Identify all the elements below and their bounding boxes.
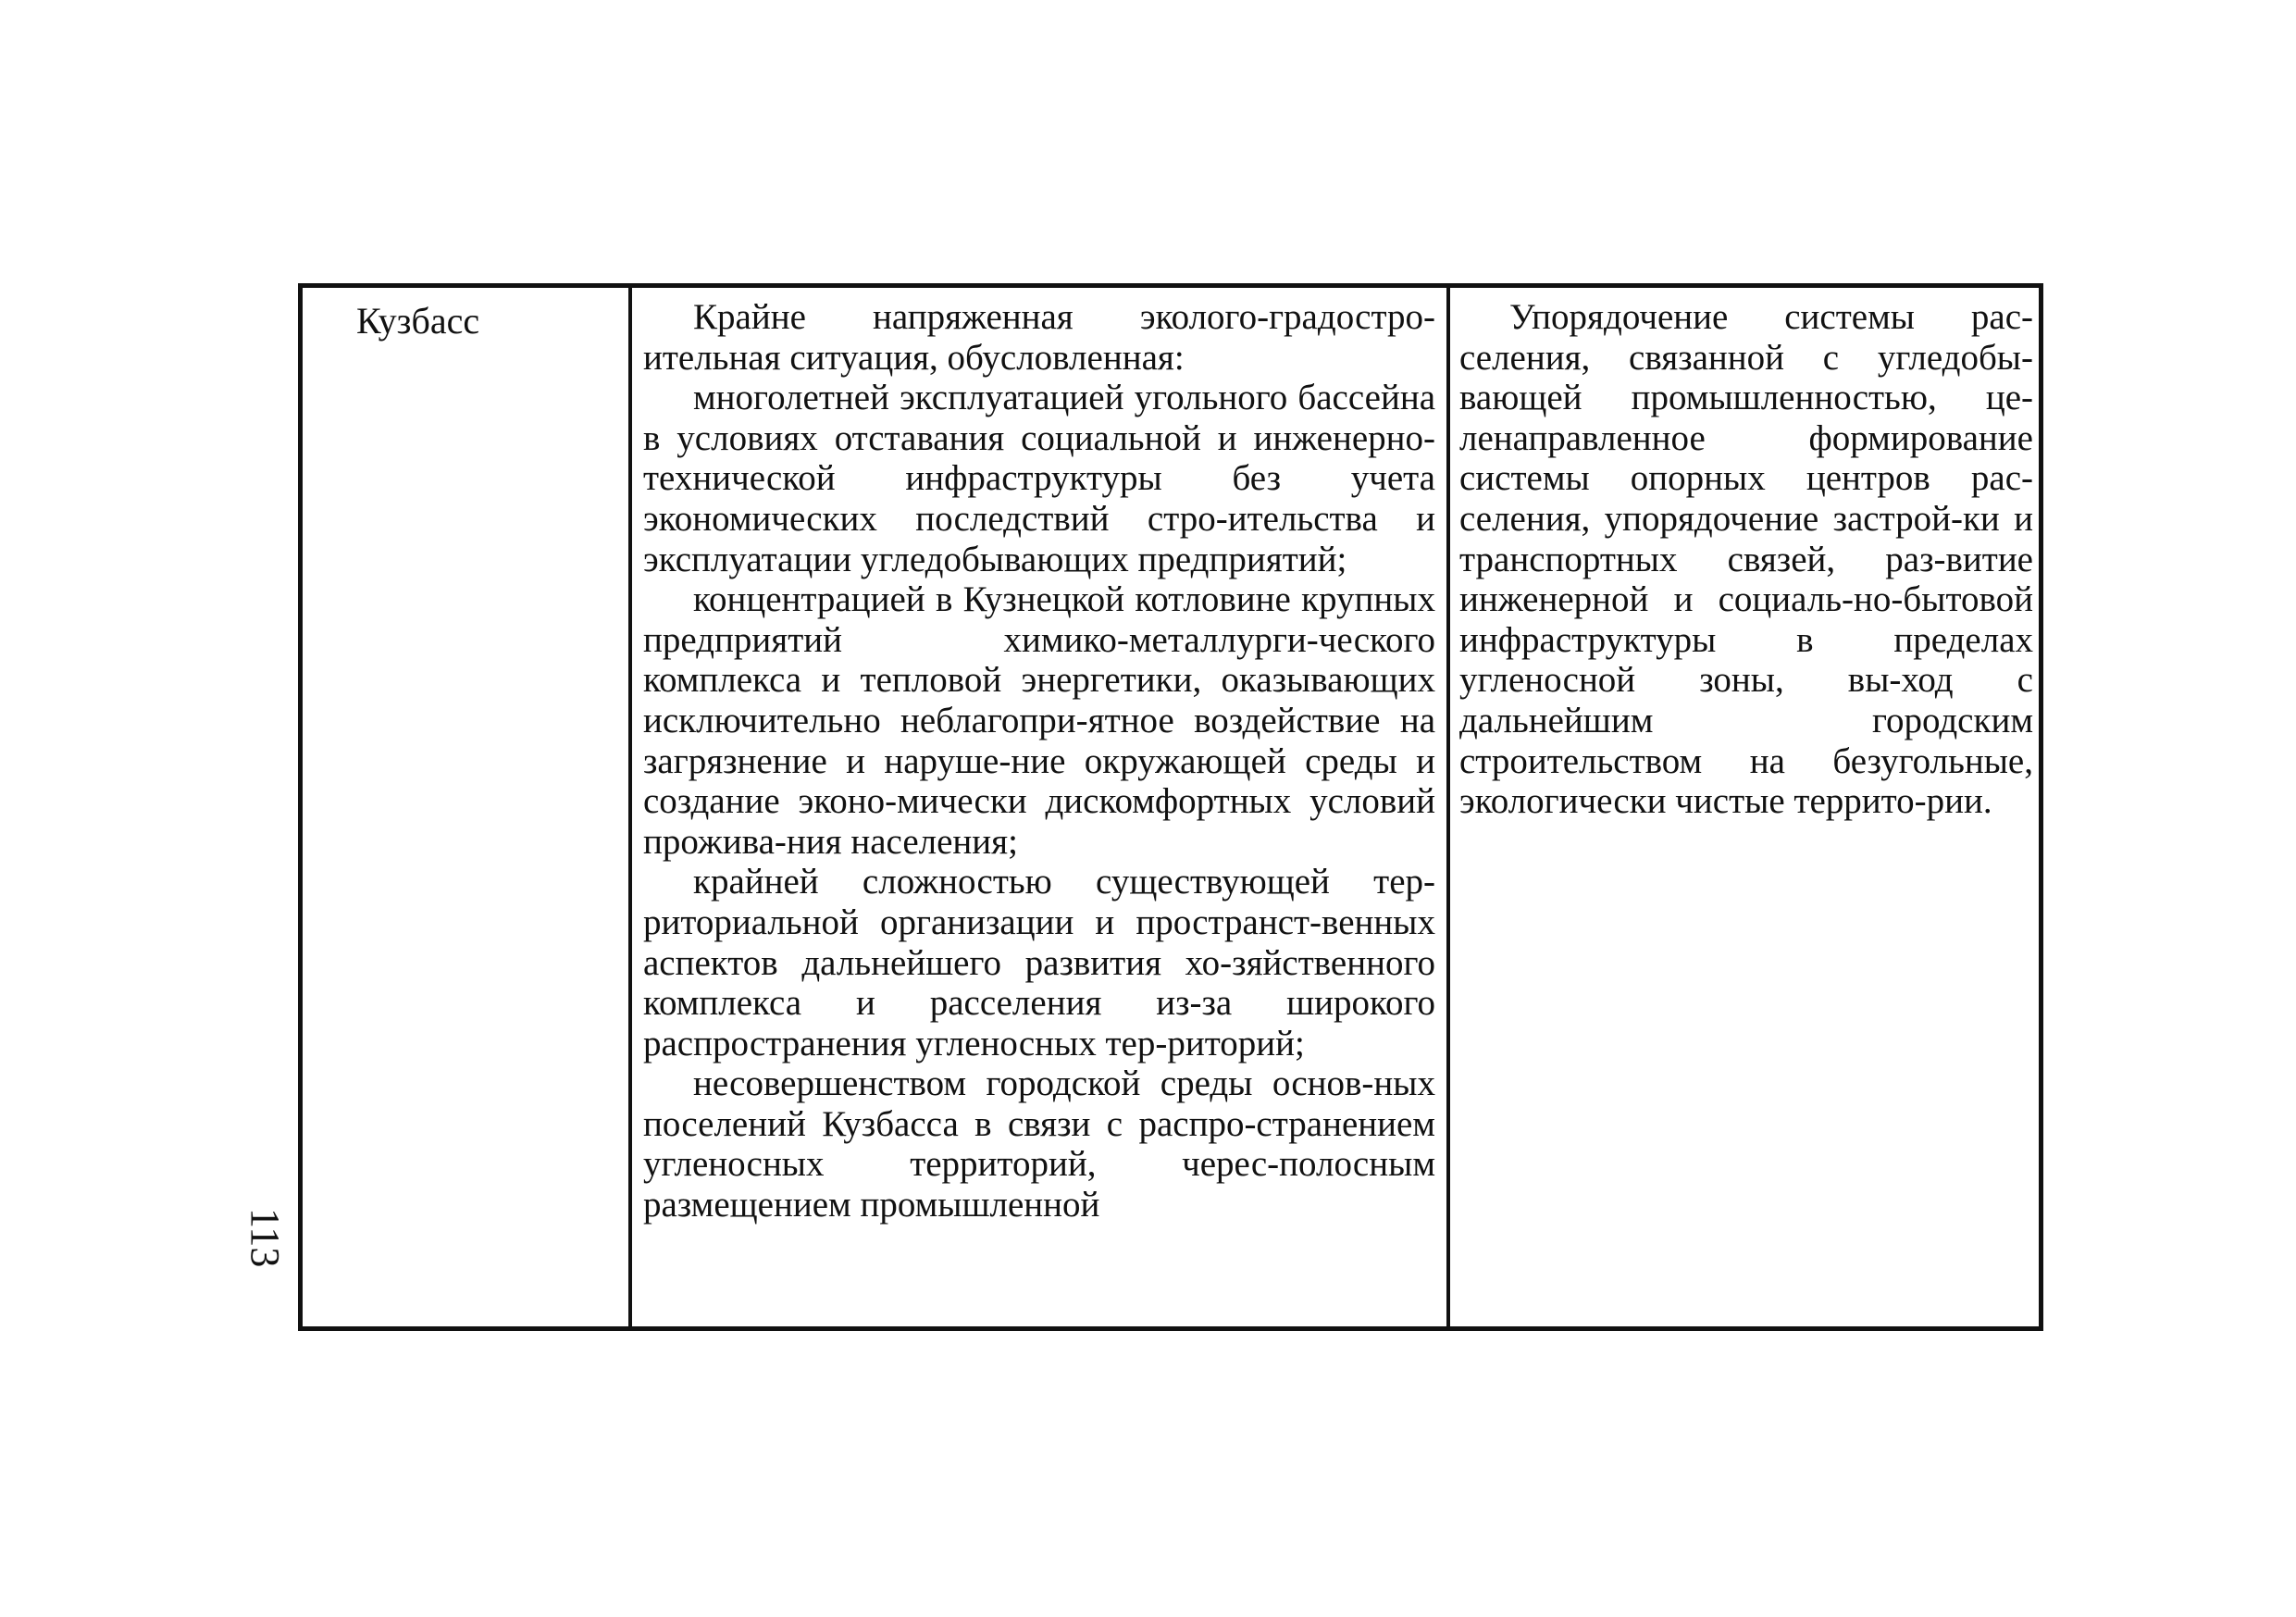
page-number: 113 bbox=[242, 1208, 288, 1268]
measures-text: Упорядочение системы рас-селения, связанной с угледобы-вающей промышленностью, це-ленаправленное формирование системы опорных центров рас-селения, упорядочение застрой-ки и транспортных связей, раз-витие инженерной и социаль-но-бытовой инфраструктуры в пределах угленосной зоны, вы-ход с дальнейшим городским строительством на безугольные, экологически чистые террито-рии. bbox=[1459, 297, 2033, 822]
measures-cell bbox=[1446, 288, 2039, 1326]
situation-item: многолетней эксплуатацией угольного бассейна в условиях отставания социальной и инженерно-технической инфраструктуры без учета экономических последствий стро-ительства и эксплуатации угледобывающих предприятий; bbox=[643, 378, 1435, 579]
region-name: Кузбасс bbox=[356, 300, 480, 342]
situation-intro: Крайне напряженная эколого-градостро-ительная ситуация, обусловленная: bbox=[643, 297, 1435, 378]
situation-item: несовершенством городской среды основ-ных поселений Кузбасса в связи с распро-странением угленосных территорий, черес-полосным размещением промышленной bbox=[643, 1063, 1435, 1225]
situation-item: концентрацией в Кузнецкой котловине крупных предприятий химико-металлурги-ческого комплекса и тепловой энергетики, оказывающих исключительно неблагопри-ятное воздействие на загрязнение и наруше-ние окружающей среды и создание эконо-мически дискомфортных условий прожива-ния населения; bbox=[643, 579, 1435, 862]
document-table bbox=[298, 283, 2043, 1331]
situation-item: крайней сложностью существующей тер-риториальной организации и пространст-венных аспектов дальнейшего развития хо-зяйственного комплекса и расселения из-за широкого распространения угленосных тер-риторий; bbox=[643, 862, 1435, 1063]
situation-cell bbox=[628, 288, 1446, 1326]
region-cell bbox=[303, 288, 628, 1326]
